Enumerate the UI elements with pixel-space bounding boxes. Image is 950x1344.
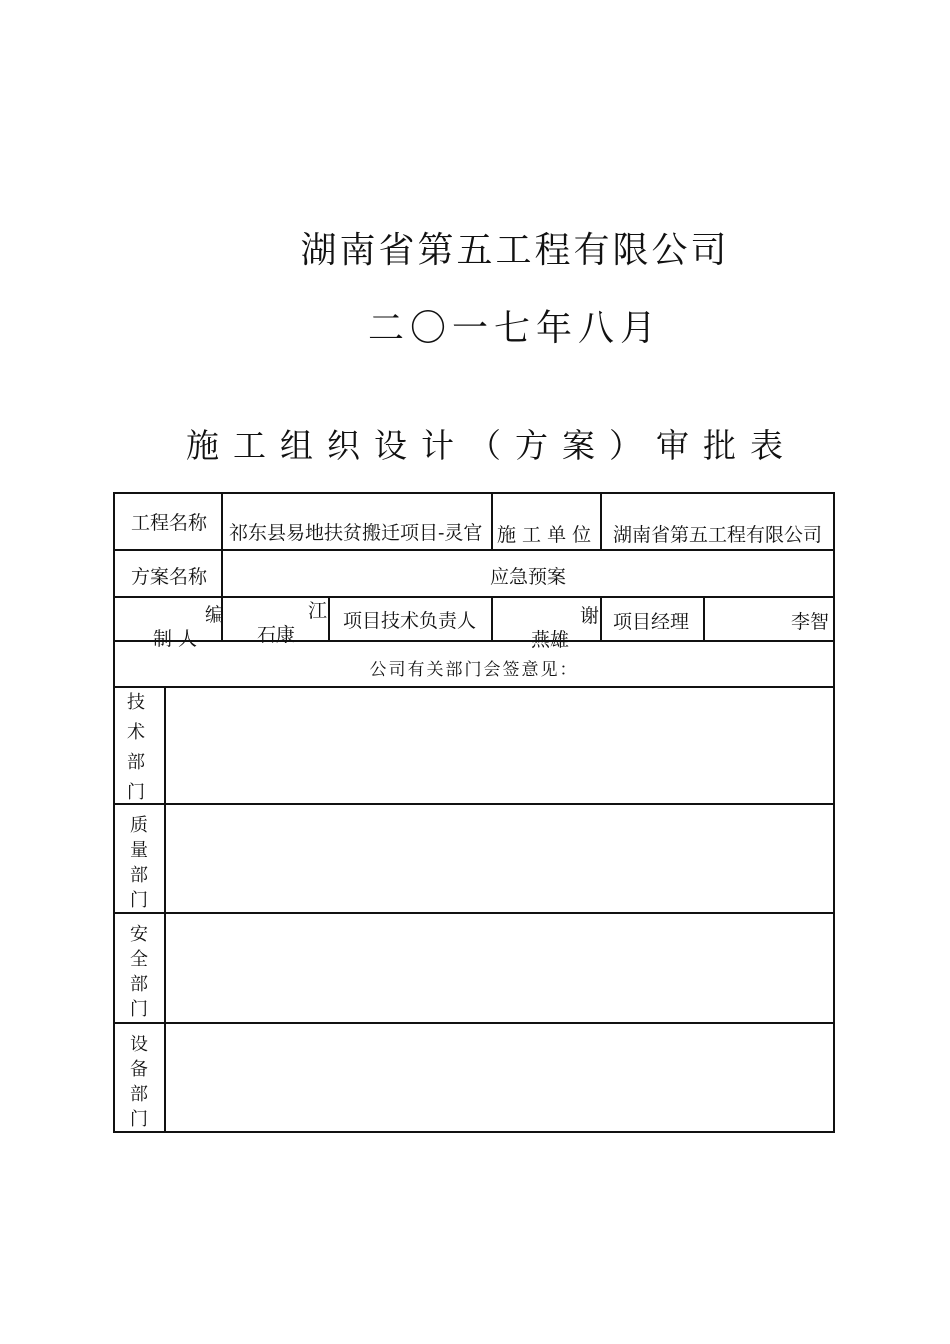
construction-unit-label: 施 工 单 位 [497,524,592,546]
dept-safety-label [124,922,154,1022]
table-border-left [113,492,115,1133]
col-divider [164,686,166,1133]
plan-name-label: 方案名称 [131,566,208,588]
compiler-value-top: 江 [308,600,328,622]
project-name-label: 工程名称 [131,512,208,534]
dept-char: 备 [130,1059,148,1080]
col-divider [221,492,223,551]
approval-table [113,492,835,1133]
dept-char: 门 [130,1109,148,1130]
project-name-value: 祁东县易地扶贫搬迁项目-灵官 [229,522,483,544]
tech-lead-label: 项目技术负责人 [343,610,477,632]
dept-char: 术 [127,722,145,743]
col-divider [703,596,705,642]
col-divider [491,596,493,642]
row-divider [113,803,835,805]
dept-char: 部 [130,865,148,886]
construction-unit-value: 湖南省第五工程有限公司 [613,524,823,546]
dept-char: 技 [127,692,145,713]
pm-label: 项目经理 [613,611,690,633]
dept-tech-label [121,688,151,808]
row-divider [113,912,835,914]
compiler-label-top: 编 [205,604,225,626]
dept-char: 门 [130,999,148,1020]
dept-equipment-label [124,1032,154,1132]
date-title: 二〇一七年八月 [367,308,662,349]
compiler-label-bottom: 制 人 [153,628,198,650]
dept-char: 部 [130,1084,148,1105]
table-border-right [833,492,835,1133]
row-divider [113,1022,835,1024]
tech-lead-value-bottom: 燕雄 [531,629,570,651]
tech-lead-value-top: 谢 [580,605,600,627]
col-divider [491,492,493,551]
col-divider [600,596,602,642]
dept-char: 部 [127,752,145,773]
form-title: 施工组织设计（方案）审批表 [186,426,797,465]
row-divider [113,686,835,688]
pm-value: 李智 [791,611,830,633]
dept-char: 部 [130,974,148,995]
dept-char: 设 [130,1034,148,1055]
company-title: 湖南省第五工程有限公司 [300,230,730,271]
dept-char: 质 [130,815,148,836]
opinion-header: 公司有关部门会签意见： [369,660,579,680]
dept-char: 门 [127,782,145,803]
dept-char: 全 [130,949,148,970]
col-divider [328,596,330,642]
col-divider [600,492,602,551]
table-border-bottom [113,1131,835,1133]
dept-char: 量 [130,840,148,861]
plan-name-value: 应急预案 [489,566,566,588]
compiler-value-bottom: 石康 [257,624,296,646]
dept-char: 安 [130,924,148,945]
dept-char: 门 [130,890,148,911]
dept-quality-label [124,813,154,913]
